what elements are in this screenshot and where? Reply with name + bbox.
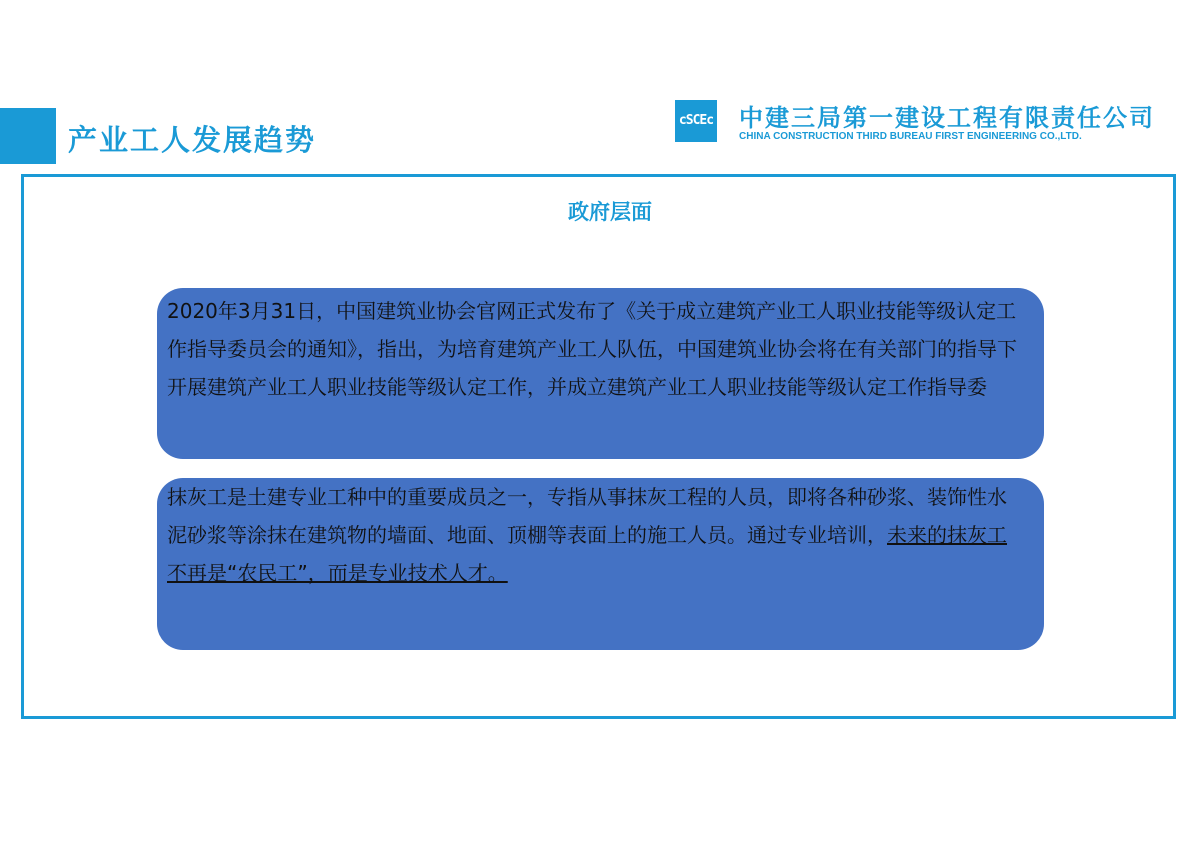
paragraph-plasterer-underlined: 未来的抹灰工不再是“农民工”，而是专业技术人才。 [167, 523, 1007, 585]
paragraph-plasterer: 抹灰工是土建专业工种中的重要成员之一，专指从事抹灰工程的人员，即将各种砂浆、装饰性水泥砂浆等涂抹在建筑物的墙面、地面、顶棚等表面上的施工人员。通过专业培训， [167, 485, 1007, 547]
company-name-cn: 中建三局第一建设工程有限责任公司 [739, 104, 1155, 132]
title-accent-bar [0, 108, 56, 164]
section-heading: 政府层面 [568, 200, 652, 224]
company-name-en: CHINA CONSTRUCTION THIRD BUREAU FIRST ENGINEERING CO.,LTD. [739, 131, 1082, 142]
text-box-plasterer [157, 478, 1044, 650]
cscec-logo-icon: cSCEc [675, 100, 717, 142]
company-logo [673, 98, 1193, 148]
text-box-notice [157, 288, 1044, 459]
paragraph-notice: 2020年3月31日，中国建筑业协会官网正式发布了《关于成立建筑产业工人职业技能等级认定工作指导委员会的通知》，指出，为培育建筑产业工人队伍，中国建筑业协会将在有关部门的指导下开展建筑产业工人职业技能等级认定工作，并成立建筑产业工人职业技能等级认定工作指导委 [167, 299, 1017, 399]
page-title: 产业工人发展趋势 [68, 123, 317, 157]
